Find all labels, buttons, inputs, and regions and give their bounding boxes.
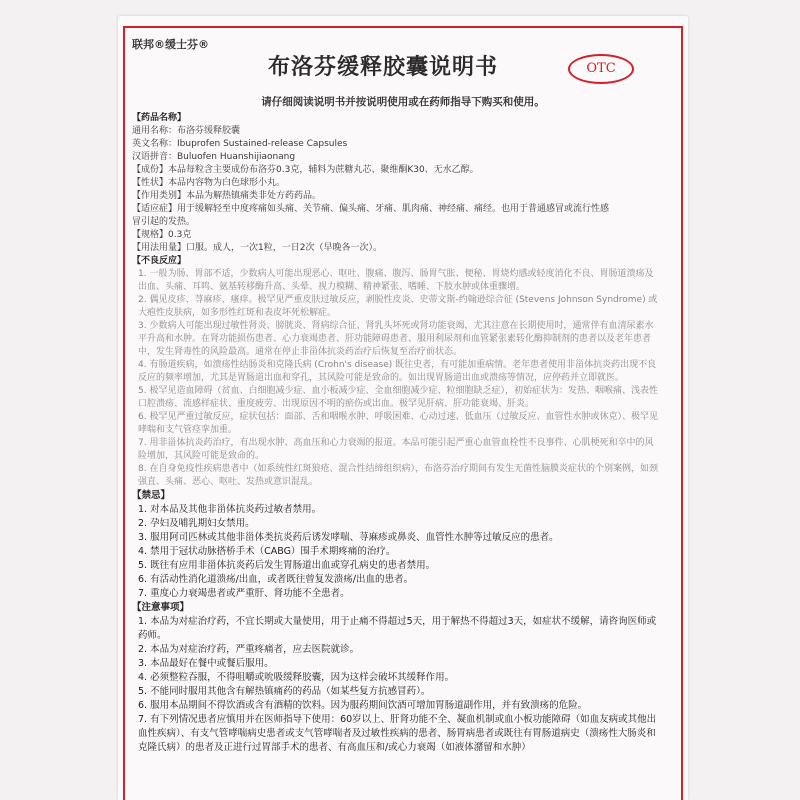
- precaution-item: 2. 本品为对症治疗药，严重疼痛者，应去医院就诊。: [138, 644, 360, 655]
- contraindication-item: 1. 对本品及其他非甾体抗炎药过敏者禁用。: [138, 504, 322, 515]
- contraindication-item: 6. 有活动性消化道溃疡/出血，或者既往曾复发溃疡/出血的患者。: [138, 574, 413, 585]
- precaution-item: 6. 服用本品期间不得饮酒或含有酒精的饮料。因为服药期间饮酒可增加胃肠道副作用，并有致溃疡的危险。: [138, 700, 588, 711]
- generic-name: 通用名称：布洛芬缓释胶囊: [132, 126, 241, 136]
- section-composition: 【成份】本品每粒含主要成份布洛芬0.3克，辅料为蔗糖丸芯、聚维酮K30、无水乙醇。: [132, 165, 479, 175]
- brand-name: 联邦®缓士芬®: [132, 38, 209, 51]
- adverse-item: 1. 一般为肠、胃部不适，少数病人可能出现恶心、呕吐、腹痛、腹泻、肠胃气胀、便秘、胃烧灼感或轻度消化不良、胃肠道溃疡及出血、头痛、耳鸣、氨基转移酶升高、头晕、视力模糊、精神紧张、嗜睡、下肢水肿或体重骤增。: [138, 269, 654, 292]
- adverse-item: 3. 少数病人可能出现过敏性肾炎、膀胱炎、肾病综合征、肾乳头坏死或肾功能衰竭，尤其注意在长期使用时，通常伴有血清尿素水平升高和水肿。在肾功能损伤患者、心力衰竭患者、肝功能障碍患者、服用利尿剂和血管紧张素转化酶抑制剂的患者以及老年患者中，发生肾毒性的风险最高。通常在停止非甾体抗炎药治疗后恢复至治疗前状态。: [138, 321, 654, 357]
- adverse-item: 5. 极罕见造血障碍（贫血、白细胞减少症、血小板减少症、全血细胞减少症、粒细胞缺乏症），初始症状为：发热、咽喉痛、浅表性口腔溃疡、流感样症状、重度疲劳、出现原因不明的瘀伤或出血。极罕见肝病、肝功能衰竭、肝炎。: [138, 386, 658, 409]
- precaution-item: 4. 必须整粒吞服，不得咀嚼或吮吸缓释胶囊，因为这样会破坏其缓释作用。: [138, 672, 455, 683]
- subtitle: 请仔细阅读说明书并按说明使用或在药师指导下购买和使用。: [261, 96, 545, 108]
- section-drug-name-header: 【药品名称】: [132, 113, 187, 123]
- section-precautions-header: 【注意事项】: [132, 602, 190, 613]
- precaution-item: 1. 本品为对症治疗药，不宜长期或大量使用，用于止痛不得超过5天，用于解热不得超过3天，如症状不缓解，请咨询医师或药师。: [138, 616, 657, 641]
- section-adverse-header: 【不良反应】: [132, 256, 187, 266]
- section-indications-line2: 冒引起的发热。: [132, 217, 196, 227]
- precaution-item: 5. 不能同时服用其他含有解热镇痛药的药品（如某些复方抗感冒药）。: [138, 686, 431, 697]
- section-usage: 【用法用量】口服。成人，一次1粒，一日2次（早晚各一次）。: [132, 243, 382, 253]
- adverse-item: 7. 用非甾体抗炎药治疗，有出现水肿、高血压和心力衰竭的报道。本品可能引起严重心血管血栓性不良事件、心肌梗死和卒中的风险增加，其风险可能是致命的。: [138, 438, 654, 461]
- section-category: 【作用类别】本品为解热镇痛类非处方药药品。: [132, 191, 322, 201]
- otc-badge: OTC: [568, 54, 634, 84]
- leaflet-paper: [118, 16, 688, 800]
- contraindication-item: 7. 重度心力衰竭患者或严重肝、肾功能不全患者。: [138, 588, 350, 599]
- english-name: 英文名称：Ibuprofen Sustained-release Capsules: [132, 139, 348, 149]
- contraindication-item: 4. 禁用于冠状动脉搭桥手术（CABG）围手术期疼痛的治疗。: [138, 546, 396, 557]
- precaution-item: 7. 有下列情况患者应慎用并在医师指导下使用：60岁以上、肝肾功能不全、凝血机制或血小板功能障碍（如血友病或其他出血性疾病）、有支气管哮喘病史患者或支气管哮喘者及过敏性疾病的患者、肠胃病患者或既往有胃肠道病史（溃疡性大肠炎和克隆氏病）的患者及正进行过胃部手术的患者、有高血压和/或心力衰竭（如液体潴留和水肿）: [138, 714, 657, 753]
- precaution-item: 3. 本品最好在餐中或餐后服用。: [138, 658, 274, 669]
- section-spec: 【规格】0.3克: [132, 230, 192, 240]
- section-appearance: 【性状】本品内容物为白色球形小丸。: [132, 178, 286, 188]
- contraindication-item: 5. 既往有应用非甾体抗炎药后发生胃肠道出血或穿孔病史的患者禁用。: [138, 560, 436, 571]
- adverse-item: 4. 有肠道疾病，如溃疡性结肠炎和克隆氏病 (Crohn's disease) 既往史者，有可能加重病情。老年患者使用非甾体抗炎药出现不良反应的频率增加，尤其是胃肠道出血和穿孔，其风险可能是致命的。如出现胃肠道出血或溃疡等情况，应停药并立即就医。: [138, 360, 657, 383]
- adverse-item: 6. 极罕见严重过敏反应，症状包括：面部、舌和咽喉水肿、呼吸困难、心动过速、低血压（过敏反应、血管性水肿或休克）、极罕见哮喘和支气管痉挛加重。: [138, 412, 658, 435]
- adverse-item: 2. 偶见皮疹、荨麻疹、瘙痒。极罕见严重皮肤过敏反应，剥脱性皮炎、史蒂文斯-约翰逊综合征 (Stevens Johnson Syndrome) 或大疱性皮肤病，如多形性红斑和表皮坏死松解症。: [138, 295, 658, 318]
- contraindication-item: 3. 服用阿司匹林或其他非甾体类抗炎药后诱发哮喘、荨麻疹或鼻炎、血管性水肿等过敏反应的患者。: [138, 532, 559, 543]
- section-indications-line1: 【适应症】用于缓解轻至中度疼痛如头痛、关节痛、偏头痛、牙痛、肌肉痛、神经痛、痛经。也用于普通感冒或流行性感: [132, 204, 610, 214]
- document-title: 布洛芬缓释胶囊说明书: [267, 55, 498, 80]
- section-contraindications-header: 【禁忌】: [132, 490, 171, 501]
- contraindication-item: 2. 孕妇及哺乳期妇女禁用。: [138, 518, 255, 529]
- adverse-item: 8. 在自身免疫性疾病患者中（如系统性红斑狼疮、混合性结缔组织病），布洛芬治疗期间有发生无菌性脑膜炎症状的个别案例，如颈强直、头痛、恶心、呕吐、发热或意识混乱。: [138, 464, 658, 487]
- pinyin-name: 汉语拼音：Buluofen Huanshijiaonang: [132, 152, 296, 162]
- document-body: [132, 112, 658, 755]
